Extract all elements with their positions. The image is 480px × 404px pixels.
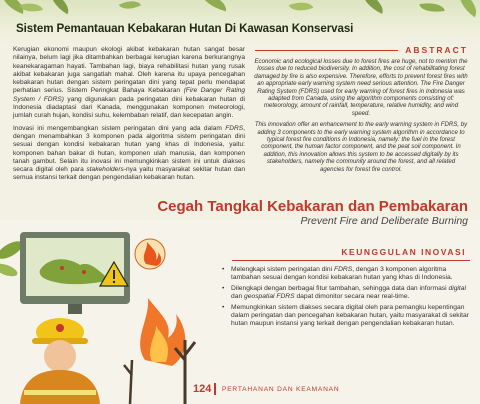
- text-span: , dengan 3 komponen algoritma tambahan sesuai dengan kondisi kebakaran hutan yang khas di Indonesia.: [231, 266, 453, 281]
- leaf-decoration: [47, 0, 74, 14]
- hotspot-icon: [60, 266, 64, 270]
- page-number: 124: [193, 383, 212, 395]
- abstract-heading: ABSTRACT: [405, 45, 468, 55]
- warning-mark-dot: [113, 281, 115, 283]
- firefighter-body: [20, 370, 100, 404]
- text-span: dan: [231, 293, 245, 300]
- abstract-rule: [255, 50, 398, 51]
- page-title: Sistem Pemantauan Kebakaran Hutan Di Kawasan Konservasi: [16, 22, 354, 35]
- geospatial-term: geospatial FDRS: [244, 293, 295, 300]
- section-title: Cegah Tangkal Kebakaran dan Pembakaran: [157, 198, 468, 215]
- hotspot-icon: [82, 270, 86, 274]
- text-span: -nya yaitu masyarakat sekitar hutan dan semua instansi terkait dengan pengendalian kebakaran hutan.: [13, 166, 245, 182]
- burnt-tree: [175, 340, 195, 404]
- innovation-list: [222, 266, 472, 331]
- text-span: Inovasi ini mengembangkan sistem peringatan dini yang ada dalam: [13, 124, 226, 132]
- firefighter-face: [44, 340, 76, 372]
- fdrs-term: FDRS: [333, 266, 353, 273]
- stakeholders-term: stakeholders: [86, 166, 124, 174]
- innovation-rule: [232, 260, 470, 261]
- digital-term: digital: [448, 285, 466, 292]
- leaf-decoration: [0, 261, 19, 279]
- list-item: [222, 266, 472, 282]
- monitor-stand: [68, 304, 82, 314]
- text-span: dapat dimonitor secara near real-time.: [294, 293, 410, 300]
- warning-mark: [113, 270, 115, 279]
- footer-divider: [214, 383, 216, 395]
- innovation-heading: KEUNGGULAN INOVASI: [341, 247, 466, 257]
- list-item: • Memungkinkan sistem diakses secara digital oleh para pemangku kepentingan dalam peringatan dan pencegahan kebakaran hutan, yaitu masyarakat di sekitar hutan maupun instansi yang terkait dengan pengendalian kebakaran hutan.: [222, 304, 472, 328]
- text-span: Kerugian ekonomi maupun ekologi akibat kebakaran hutan sangat besar nilainya, belum lagi jika ditambahkan berbagai kerugian karena berkurangnya keanekaragaman hayati. Tambahan lagi, biaya rehabilitasi hutan yang rusak akibat kebakaran juga sangatlah mahal. Oleh karena itu upaya pencegahan kebakaran hutan dengan sistem peringatan dini yang tepat perlu mendapat perhatian serius. Sistem Peringkat Bahaya Kebakaran: [13, 46, 245, 95]
- text-span: , dengan menambahkan 3 komponen pada algoritma sistem peringatan dini sesuai dengan kondisi kebakaran hutan yang khas di Indonesia, yaitu: komponen bahan bakar di hutan, komponen ulah manusia, dan komponen tanah gambut. Selain itu inovasi ini memungkinkan sistem ini untuk diakses secara digital oleh para: [13, 124, 245, 174]
- footer-section-label: PERTAHANAN DAN KEAMANAN: [222, 386, 340, 393]
- text-span: Dilengkapi dengan berbagai fitur tambahan, sehingga data dan informasi: [231, 285, 449, 292]
- leaf-decoration: [199, 0, 229, 11]
- firefighter-illustration: [0, 210, 200, 404]
- reflective-stripe: [24, 390, 96, 395]
- fdrs-term: (Fire Danger Rating System / FDRS): [13, 87, 245, 103]
- burnt-tree: [124, 360, 132, 404]
- section-subtitle: Prevent Fire and Deliberate Burning: [300, 215, 468, 227]
- leaf-decoration: [119, 0, 141, 14]
- intro-text: [13, 46, 245, 187]
- leaf-decoration: [419, 0, 445, 15]
- intro-paragraph-2: [13, 125, 245, 183]
- text-span: yang digunakan pada peringatan dini kebakaran hutan di Indonesia diadaptasi dari Kanada, menggunakan komponen meteorologi, jumlah curah hujan, kondisi suhu, kelembaban relatif, dan kecepatan angin.: [13, 95, 246, 120]
- abstract-text: [254, 58, 468, 177]
- list-item: [222, 285, 472, 301]
- leaf-decoration: [289, 0, 313, 15]
- abstract-paragraph-2: This innovation offer an enhancement to the early warning system in FDRS, by adding 3 components to the early warning system algorithm in accordance to typical forest fire conditions in Indonesia, namely: the fuel in the forest component, the human factor component, and the peat soil component. In addition, this innovation allows this system to be accessed digitally by its stakeholders, namely the community around the forest, and all related agencies for forest fire control.: [254, 121, 468, 173]
- abstract-paragraph-1: Economic and ecological losses due to forest fires are huge, not to mention the losses due to reduced biodiversity. In addition, the cost of rehabilitating forest damaged by fire is also expensive. Therefore, efforts to prevent forest fires with an appropriate early warning system need serious attention. The Fire Danger Rating System (FDRS) used for early warning of forest fires in Indonesia was adapted from Canada, using the algorithm components consisting of: meteorology, amount of rainfall, temperature, relative humidity, and wind speed.: [254, 58, 468, 117]
- leaf-decoration: [358, 0, 387, 14]
- helmet-badge: [56, 324, 64, 332]
- text-span: Melengkapi sistem peringatan dini: [231, 266, 334, 273]
- intro-paragraph-1: [13, 46, 245, 121]
- fdrs-term: FDRS: [225, 124, 244, 132]
- leaf-decoration: [453, 0, 480, 17]
